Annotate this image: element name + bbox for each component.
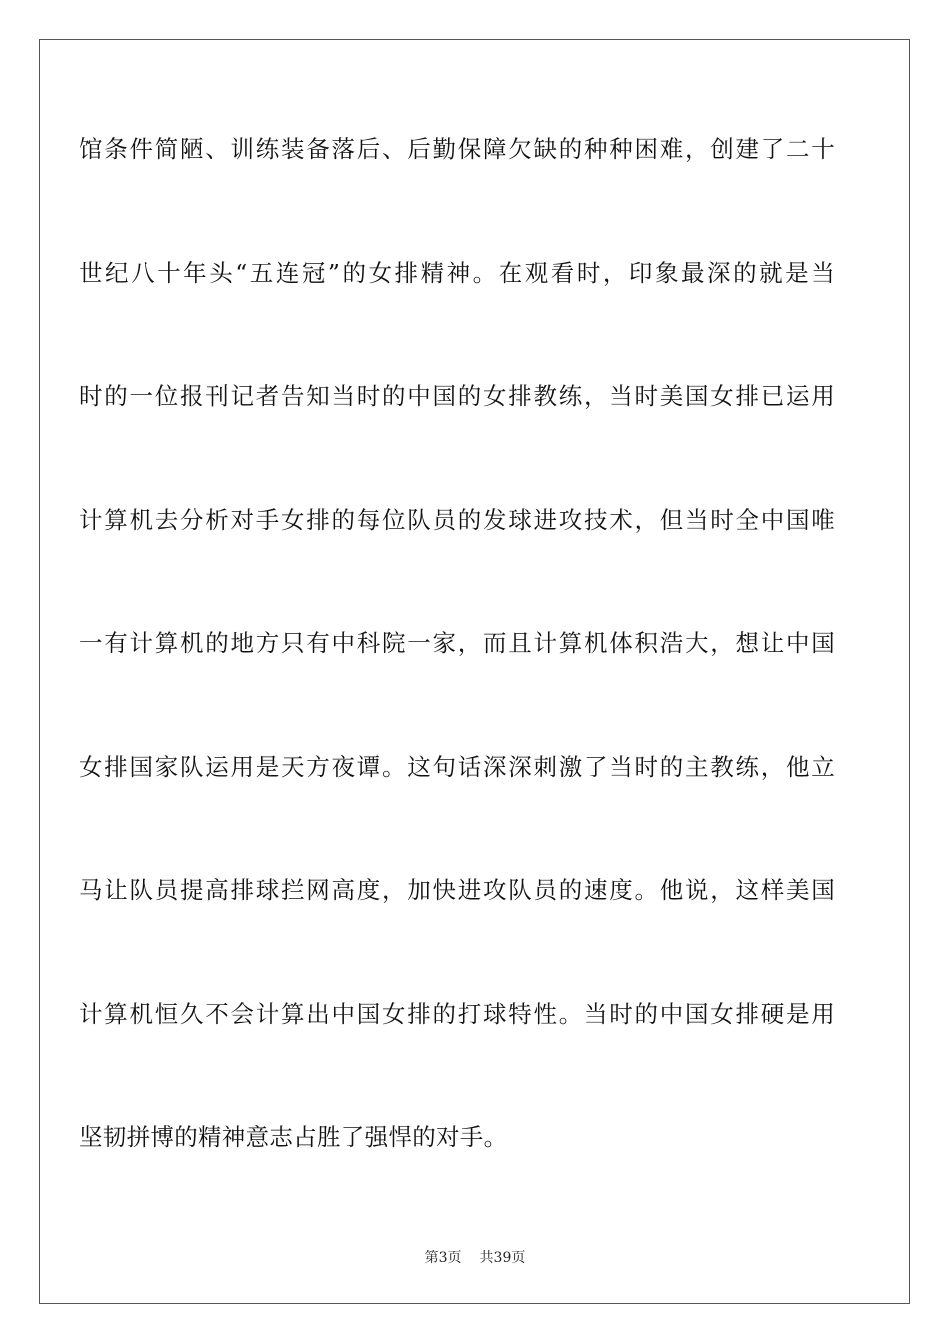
paragraph-line: 计算机去分析对手女排的每位队员的发球进攻技术，但当时全中国唯 bbox=[79, 505, 835, 534]
document-body bbox=[79, 127, 835, 1239]
paragraph-line: 坚韧拼博的精神意志占胜了强悍的对手。 bbox=[79, 1123, 508, 1151]
paragraph-line: 计算机恒久不会计算出中国女排的打球特性。当时的中国女排硬是用 bbox=[79, 999, 835, 1028]
paragraph-line: 世纪八十年头“五连冠”的女排精神。在观看时，印象最深的就是当 bbox=[79, 258, 835, 287]
page-total: 共39页 bbox=[479, 1250, 526, 1266]
paragraph-line: 一有计算机的地方只有中科院一家，而且计算机体积浩大，想让中国 bbox=[79, 629, 835, 657]
paragraph-line: 女排国家队运用是天方夜谭。这句话深深刺激了当时的主教练，他立 bbox=[79, 752, 835, 781]
page-number: 第3页 bbox=[424, 1250, 462, 1266]
page-footer bbox=[0, 1247, 950, 1267]
paragraph-line: 馆条件简陋、训练装备落后、后勤保障欠缺的种种困难，创建了二十 bbox=[79, 135, 835, 163]
paragraph-line: 马让队员提高排球拦网高度，加快进攻队员的速度。他说，这样美国 bbox=[79, 876, 835, 904]
paragraph-line: 时的一位报刊记者告知当时的中国的女排教练，当时美国女排已运用 bbox=[79, 382, 835, 410]
